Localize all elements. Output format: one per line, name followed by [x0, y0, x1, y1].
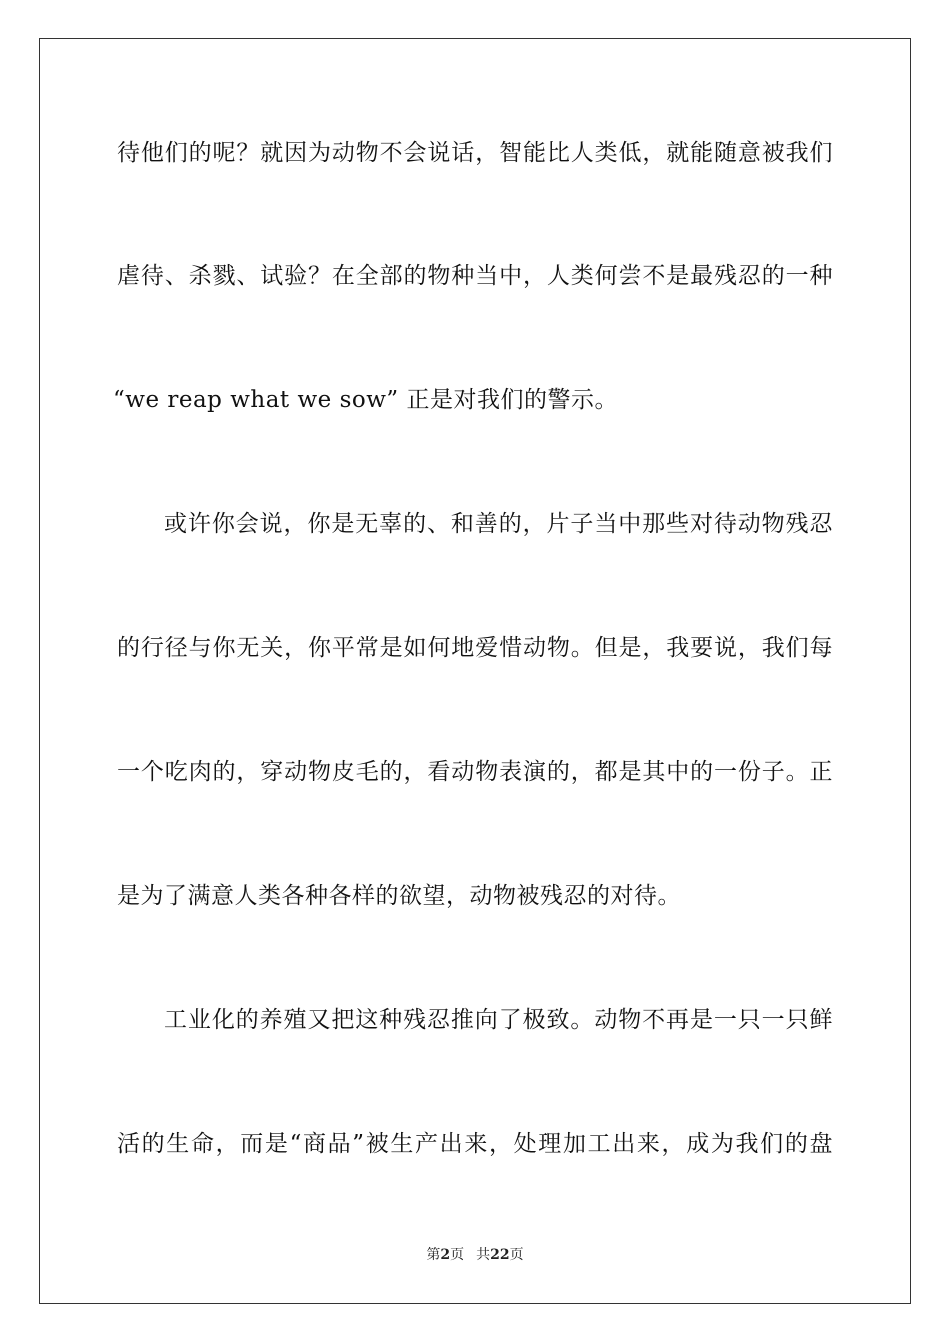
- total-page-number: 22: [490, 1247, 510, 1263]
- text-line-9: 活的生命，而是“商品”被生产出来，处理加工出来，成为我们的盘: [117, 1131, 833, 1157]
- text-line-8: 工业化的养殖又把这种残忍推向了极致。动物不再是一只一只鲜: [164, 1007, 833, 1033]
- page-footer: [0, 1245, 950, 1265]
- text-line-3: “we reap what we sow” 正是对我们的警示。: [113, 387, 619, 413]
- page-frame: [39, 38, 911, 1304]
- total-prefix: 共: [476, 1247, 491, 1263]
- text-line-4: 或许你会说，你是无辜的、和善的，片子当中那些对待动物残忍: [164, 511, 833, 537]
- text-line-1: 待他们的呢？就因为动物不会说话，智能比人类低，就能随意被我们: [117, 140, 833, 166]
- text-line-5: 的行径与你无关，你平常是如何地爱惜动物。但是，我要说，我们每: [117, 635, 833, 661]
- page-suffix: 页: [450, 1247, 465, 1263]
- page-prefix: 第: [426, 1247, 441, 1263]
- text-line-2: 虐待、杀戮、试验？在全部的物种当中，人类何尝不是最残忍的一种: [117, 263, 833, 289]
- current-page-number: 2: [440, 1247, 451, 1263]
- text-line-6: 一个吃肉的，穿动物皮毛的，看动物表演的，都是其中的一份子。正: [117, 759, 833, 785]
- text-line-7: 是为了满意人类各种各样的欲望，动物被残忍的对待。: [117, 883, 681, 909]
- total-suffix: 页: [509, 1247, 524, 1263]
